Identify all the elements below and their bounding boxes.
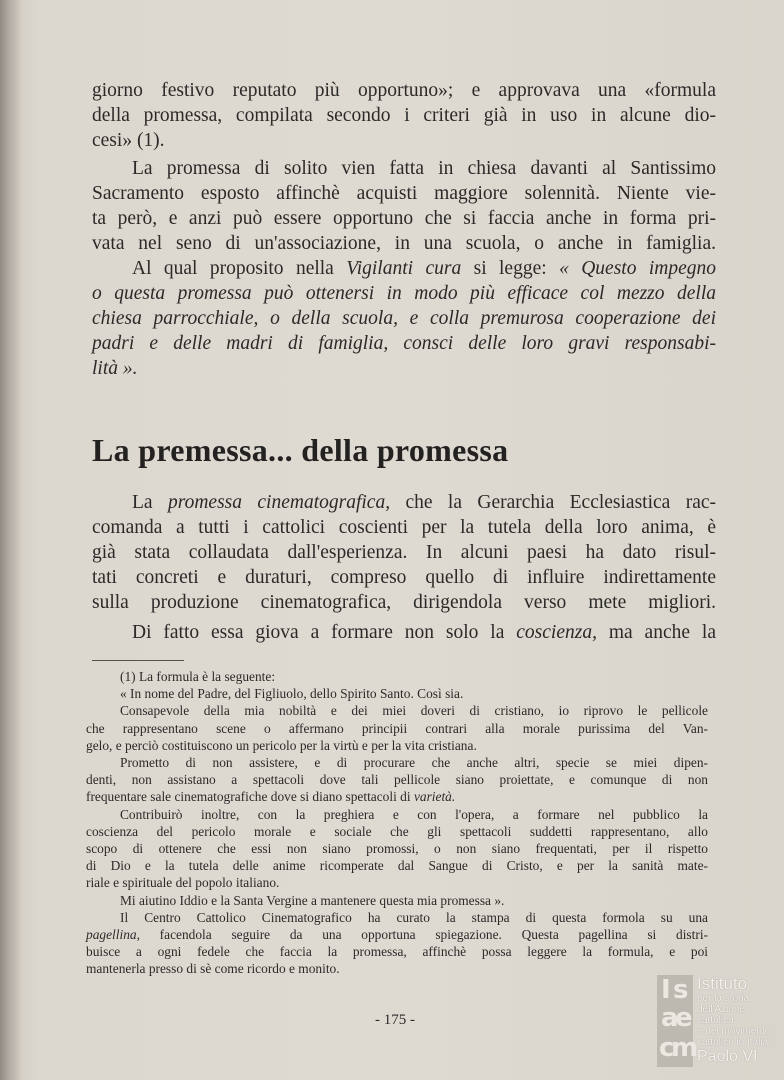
watermark-line: cattolico in Italia: [697, 1037, 769, 1048]
footnote-line: Consapevole della mia nobiltà e dei miei doveri di cristiano, io riprovo le pellicole: [120, 703, 708, 719]
logo-letter: c: [659, 1033, 675, 1063]
footnote-line: Il Centro Cattolico Cinematografico ha curato la stampa di questa formola su una: [120, 909, 708, 925]
text-line: già stata collaudata dall'esperienza. In alcuni paesi ha dato risul-: [92, 542, 716, 563]
paragraph-3: [92, 256, 716, 381]
footnote-line: (1) La formula è la seguente:: [120, 669, 276, 684]
watermark-line: per la storia: [697, 993, 750, 1004]
watermark-line: Istituto: [697, 974, 748, 993]
footnote-line: Prometto di non assistere, e di procurare che anche altri, specie se miei dipen-: [120, 755, 708, 771]
watermark-line: Paolo VI: [697, 1048, 758, 1065]
watermark-line: dell'Azione cattolica: [697, 1004, 746, 1026]
footnote-divider: [92, 660, 184, 661]
footnote-line: frequentare sale cinematografiche dove si diano spettacoli di varietà.: [86, 789, 456, 805]
logo-letter: e: [675, 1003, 693, 1033]
footnote-line: scopo di ottenere che essi non siano promossi, o non siano frequentati, per il rispetto: [86, 841, 708, 857]
logo-letter: a: [661, 1003, 679, 1033]
text-line: La promessa cinematografica, che la Gerarchia Ecclesiastica rac-: [132, 492, 716, 513]
footnote-line: coscienza del pericolo morale e sociale che gli spettacoli suddetti rappresentano, allo: [86, 823, 708, 839]
page-number: - 175 -: [375, 1012, 415, 1028]
paragraph-1: [92, 78, 716, 153]
footnote-line: denti, non assistano a spettacoli dove tali pellicole siano proiettate, e comunque di non: [86, 772, 708, 788]
watermark-line: e del movimento: [697, 1026, 771, 1037]
watermark-text: [697, 975, 779, 1065]
footnote-line: di Dio e la tutela delle anime ricomperate dal Sangue di Cristo, e per la sanità mate-: [86, 858, 708, 874]
footnote-line: che rappresentano scene o affermano principii contrari alla morale purissima del Van-: [86, 720, 708, 736]
text-line: comanda a tutti i cattolici coscienti per la tutela della loro anima, è: [92, 517, 716, 538]
archive-watermark: [657, 975, 779, 1067]
footnote-line: buisce a ogni fedele che faccia la promessa, affinchè possa leggere la formula, e poi: [86, 944, 708, 960]
quote-line: padri e delle madri di famiglia, consci delle loro gravi responsabi-: [92, 333, 716, 354]
text-line: Di fatto essa giova a formare non solo la coscienza, ma anche la: [132, 622, 716, 643]
quote-line: chiesa parrocchiale, o della scuola, e colla premurosa cooperazione dei: [92, 308, 716, 329]
text-line: Al qual proposito nella Vigilanti cura si legge: « Questo impegno: [132, 258, 717, 279]
footnote-line: pagellina, facendola seguire da una opportuna spiegazione. Questa pagellina si distri-: [86, 927, 708, 943]
footnote-line: riale e spirituale del popolo italiano.: [86, 875, 280, 891]
text-line: vata nel seno di un'associazione, in una scuola, o anche in famiglia.: [92, 233, 716, 254]
text-line: Sacramento esposto affinchè acquisti maggiore solennità. Niente vie-: [92, 183, 716, 204]
text-line: della promessa, compilata secondo i criteri già in uso in alcune dio-: [92, 105, 716, 126]
footnote: [86, 668, 708, 978]
text-line: ta però, e anzi può essere opportuno che si faccia anche in forma pri-: [92, 208, 716, 229]
text-line: La promessa di solito vien fatta in chiesa davanti al Santissimo: [132, 158, 716, 179]
logo-letter: m: [671, 1033, 699, 1063]
footnote-line: Mi aiutino Iddio e la Santa Vergine a mantenere questa mia promessa ».: [120, 892, 505, 908]
footnote-line: mantenerla presso di sè come ricordo e monito.: [86, 961, 340, 977]
text-line: giorno festivo reputato più opportuno»; e approvava una «formula: [92, 80, 716, 101]
watermark-logo: [657, 975, 699, 1067]
text-line: tati concreti e duraturi, compreso quello di influire indirettamente: [92, 567, 716, 588]
text-line: sulla produzione cinematografica, dirigendola verso mete migliori.: [92, 592, 716, 613]
footnote-line: gelo, e perciò costituiscono un pericolo per la virtù e per la vita cristiana.: [86, 737, 477, 753]
footnote-line: « In nome del Padre, del Figliuolo, dello Spirito Santo. Così sia.: [120, 686, 464, 702]
quote-line: o questa promessa può ottenersi in modo più efficace col mezzo della: [92, 283, 716, 304]
page-gutter-shadow: [0, 0, 22, 1080]
paragraph-4: [92, 490, 716, 615]
footnote-line: Contribuirò inoltre, con la preghiera e con l'opera, a formare nel pubblico la: [120, 806, 708, 822]
logo-letter: s: [673, 975, 689, 1005]
paragraph-2: [92, 156, 716, 256]
text-line: cesi» (1).: [92, 130, 165, 151]
logo-letter: I: [661, 975, 671, 1005]
quote-line: lità ».: [92, 358, 138, 379]
paragraph-5: [92, 620, 716, 645]
section-heading: La premessa... della promessa: [92, 432, 509, 468]
